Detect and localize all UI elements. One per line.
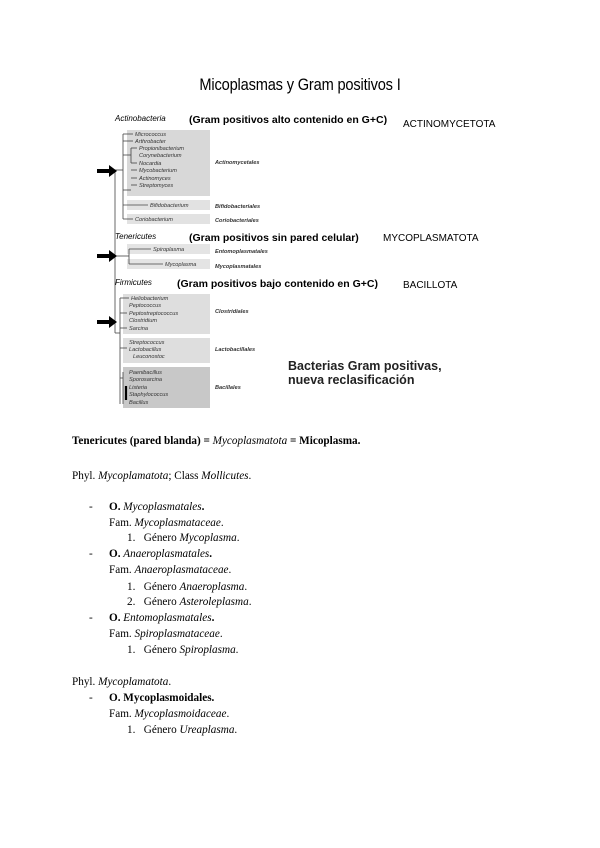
taxon-label: Mycoplasma: [165, 262, 197, 268]
taxon-label: Actinomyces: [139, 176, 171, 182]
phylogeny-figure: [93, 108, 506, 410]
order-label: Mycoplasmatales: [215, 264, 262, 270]
phylum-actino: ACTINOMYCETOTA: [403, 119, 496, 130]
section-annotation-firmi: (Gram positivos bajo contenido en G+C): [177, 278, 378, 290]
arrow-icon: [97, 165, 117, 177]
taxon-label: Nocardia: [139, 161, 162, 167]
order-item: O. Mycoplasmatales.: [109, 501, 205, 513]
figure-caption-line1: Bacterias Gram positivas,: [288, 359, 442, 373]
order-item: O. Mycoplasmoidales.: [109, 692, 215, 704]
order-label: Entomoplasmatales: [215, 249, 268, 255]
section-annotation-teneri: (Gram positivos sin pared celular): [189, 232, 359, 244]
taxon-label: Arthrobacter: [135, 139, 166, 145]
order-item: O. Anaeroplasmatales.: [109, 548, 213, 560]
taxon-label: Spiroplasma: [153, 247, 185, 253]
taxon-label: Corynebacterium: [139, 153, 182, 159]
taxon-label: Peptostreptococcus: [129, 311, 179, 317]
family-line: Fam. Mycoplasmataceae.: [109, 517, 224, 529]
taxon-label: Heliobacterium: [131, 296, 169, 302]
taxon-label: Staphylococcus: [129, 392, 169, 398]
order-label: Clostridiales: [215, 309, 249, 315]
phylum-teneri: MYCOPLASMATOTA: [383, 233, 479, 244]
family-line: Fam. Mycoplasmoidaceae.: [109, 708, 230, 720]
section-annotation-actino: (Gram positivos alto contenido en G+C): [189, 114, 388, 126]
bullet-dash: -: [89, 692, 93, 704]
phylum-firmi: BACILLOTA: [403, 280, 458, 291]
taxon-label: Streptococcus: [129, 340, 165, 346]
order-label: Bifidobacteriales: [215, 204, 261, 210]
order-label: Lactobacillales: [215, 347, 256, 353]
order-item: O. Entomoplasmatales.: [109, 612, 215, 624]
taxon-label: Micrococcus: [135, 132, 167, 138]
taxon-label: Sarcina: [129, 326, 148, 332]
taxon-label: Sporosarcina: [129, 377, 162, 383]
taxon-label: Listeria: [129, 385, 148, 391]
genus-item: 1. Género Mycoplasma.: [127, 532, 240, 544]
arrow-icon: [97, 250, 117, 262]
order-label: Actinomycetales: [215, 160, 260, 166]
phylum-line: Phyl. Mycoplamatota.: [72, 676, 172, 688]
section-heading: Tenericutes (pared blanda) = Mycoplasmatota = Micoplasma.: [72, 435, 361, 447]
taxon-label: Mycobacterium: [139, 168, 177, 174]
page-title: Micoplasmas y Gram positivos I: [199, 75, 401, 94]
bullet-dash: -: [89, 501, 93, 513]
genus-item: 1. Género Spiroplasma.: [127, 644, 239, 656]
taxon-label: Leuconostoc: [133, 354, 165, 360]
taxon-label: Bifidobacterium: [150, 203, 189, 209]
figure-caption-line2: nueva reclasificación: [288, 373, 415, 387]
family-line: Fam. Anaeroplasmataceae.: [109, 564, 232, 576]
order-label: Bacillales: [215, 385, 241, 391]
genus-item: 1. Género Ureaplasma.: [127, 724, 238, 736]
taxon-label: Coriobacterium: [135, 217, 173, 223]
section-name-actino: Actinobacteria: [115, 114, 166, 123]
section-name-teneri: Tenericutes: [115, 232, 157, 241]
taxon-label: Bacillus: [129, 400, 149, 406]
taxon-label: Streptomyces: [139, 183, 174, 189]
genus-item: 1. Género Anaeroplasma.: [127, 581, 248, 593]
arrow-icon: [97, 316, 117, 328]
taxon-label: Lactobacillus: [129, 347, 162, 353]
genus-item: 2. Género Asteroleplasma.: [127, 596, 252, 608]
taxon-label: Clostridium: [129, 318, 157, 324]
bullet-dash: -: [89, 612, 93, 624]
family-line: Fam. Spiroplasmataceae.: [109, 628, 223, 640]
phylogeny-tree: [93, 108, 506, 410]
taxon-label: Paenibacillus: [129, 370, 162, 376]
section-name-firmi: Firmicutes: [115, 278, 152, 287]
phylum-line: Phyl. Mycoplamatota; Class Mollicutes.: [72, 470, 252, 482]
order-label: Coriobacteriales: [215, 218, 259, 224]
taxon-label: Propionibacterium: [139, 146, 185, 152]
bullet-dash: -: [89, 548, 93, 560]
taxon-label: Peptococcus: [129, 303, 162, 309]
